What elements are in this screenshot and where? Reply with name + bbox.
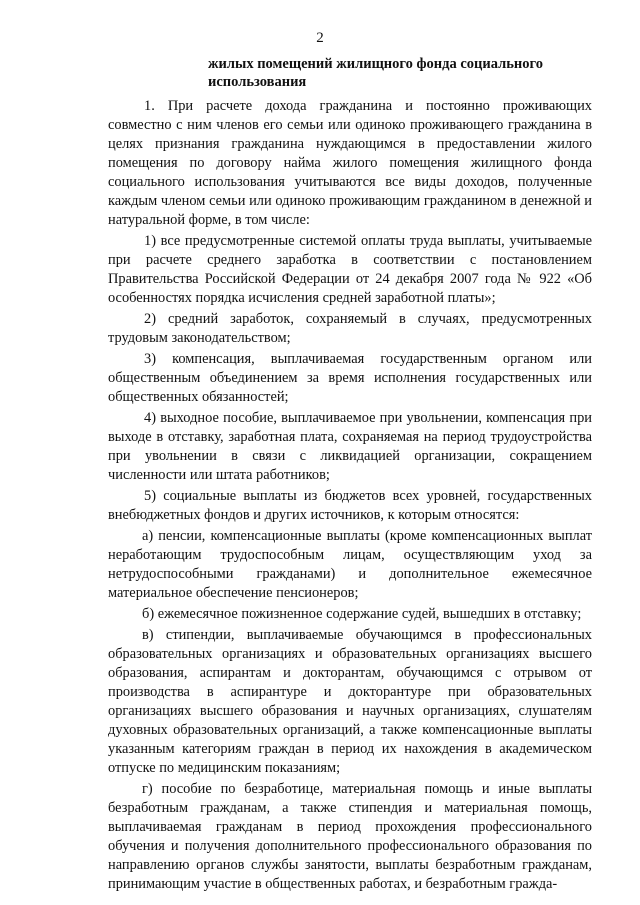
paragraph-item-4: 4) выходное пособие, выплачиваемое при увольнении, компенсация при выходе в отставку, заработная плата, сохраняемая на период трудоустройства при увольнении в связи с ликвидацией организации, сокращением численности или штата работников; [108, 410, 592, 483]
paragraph-item-3: 3) компенсация, выплачиваемая государственным органом или общественным объединением за время исполнения государственных или общественных обязанностей; [108, 351, 592, 405]
paragraph-item-5: 5) социальные выплаты из бюджетов всех уровней, государственных внебюджетных фондов и других источников, к которым относятся: [108, 488, 592, 523]
page-number: 2 [316, 30, 324, 46]
document-body [108, 97, 592, 894]
paragraph-subitem-v: в) стипендии, выплачиваемые обучающимся в профессиональных образовательных организациях и образовательных организациях высшего образования, аспирантам и докторантам, обучающимся с отрывом от производства в аспирантуре и докторантуре при образовательных организациях высшего образования и научных организациях, слушателям духовных образовательных организаций, а также компенсационные выплаты указанным категориям граждан в период их нахождения в академическом отпуске по медицинским показаниям; [108, 627, 592, 776]
paragraph-subitem-a: а) пенсии, компенсационные выплаты (кроме компенсационных выплат неработающим трудоспособным лицам, осуществляющим уход за нетрудоспособными гражданами) и дополнительное ежемесячное материальное обеспечение пенсионеров; [108, 528, 592, 601]
paragraph-item-1: 1) все предусмотренные системой оплаты труда выплаты, учитываемые при расчете среднего заработка в соответствии с постановлением Правительства Российской Федерации от 24 декабря 2007 года № 922 «Об особенностях порядка исчисления средней заработной платы»; [108, 233, 592, 306]
paragraph-subitem-g: г) пособие по безработице, материальная помощь и иные выплаты безработным гражданам, а также стипендия и материальная помощь, выплачиваемая гражданам в период прохождения профессионального обучения и получения дополнительного профессионального образования по направлению органов службы занятости, выплаты безработным гражданам, принимающим участие в общественных работах, и безработным гражда- [108, 781, 592, 892]
paragraph-item-2: 2) средний заработок, сохраняемый в случаях, предусмотренных трудовым законодательством; [108, 311, 592, 346]
paragraph-subitem-b: б) ежемесячное пожизненное содержание судей, вышедших в отставку; [142, 606, 582, 622]
section-heading: жилых помещений жилищного фонда социального использования [208, 56, 544, 90]
paragraph-1: 1. При расчете дохода гражданина и постоянно проживающих совместно с ним членов его семьи или одиноко проживающего гражданина в целях признания гражданина нуждающимся в предоставлении жилого помещения по договору найма жилого помещения жилищного фонда социального использования учитываются все виды доходов, полученные каждым членом семьи или одиноко проживающим гражданином в денежной и натуральной форме, в том числе: [108, 98, 592, 228]
